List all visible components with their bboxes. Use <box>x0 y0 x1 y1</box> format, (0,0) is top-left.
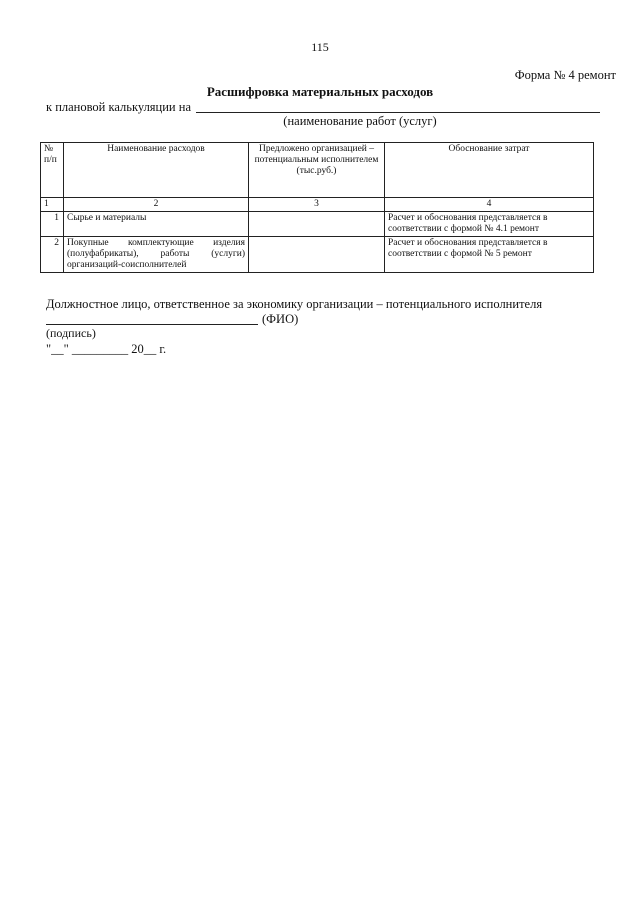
column-number: 1 <box>41 198 64 212</box>
row-basis: Расчет и обоснования представляется в соответствии с формой № 4.1 ремонт <box>385 212 594 237</box>
form-label: Форма № 4 ремонт <box>514 68 616 82</box>
row-offered <box>249 237 385 273</box>
header-basis: Обоснование затрат <box>385 143 594 198</box>
row-name: Покупные комплектующие изделия (полуфабрикаты), работы (услуги) организаций-соисполнителей <box>64 237 249 273</box>
signature-caption: (подпись) <box>46 326 96 340</box>
column-number: 4 <box>385 198 594 212</box>
header-num: № п/п <box>41 143 64 198</box>
header-offered: Предложено организацией – потенциальным исполнителем (тыс.руб.) <box>249 143 385 198</box>
calculation-label: к плановой калькуляции на <box>46 100 191 114</box>
table-row <box>41 237 594 273</box>
header-name: Наименование расходов <box>64 143 249 198</box>
document-title: Расшифровка материальных расходов <box>206 84 434 99</box>
calculation-caption: (наименование работ (услуг) <box>283 114 437 128</box>
signature-line <box>46 324 258 325</box>
column-number: 2 <box>64 198 249 212</box>
official-statement: Должностное лицо, ответственное за экономику организации – потенциального исполнителя <box>46 297 543 311</box>
page-number: 115 <box>311 40 329 54</box>
expenses-table <box>40 142 594 273</box>
date-line: "__" _________ 20__ г. <box>46 342 167 356</box>
row-basis: Расчет и обоснования представляется в соответствии с формой № 5 ремонт <box>385 237 594 273</box>
row-num: 2 <box>41 237 64 273</box>
row-name: Сырье и материалы <box>64 212 249 237</box>
calculation-fill-line <box>196 112 600 113</box>
row-offered <box>249 212 385 237</box>
table-header-row <box>41 143 594 198</box>
column-number-row <box>41 198 594 212</box>
fio-label: (ФИО) <box>262 312 299 326</box>
table-row <box>41 212 594 237</box>
column-number: 3 <box>249 198 385 212</box>
row-num: 1 <box>41 212 64 237</box>
